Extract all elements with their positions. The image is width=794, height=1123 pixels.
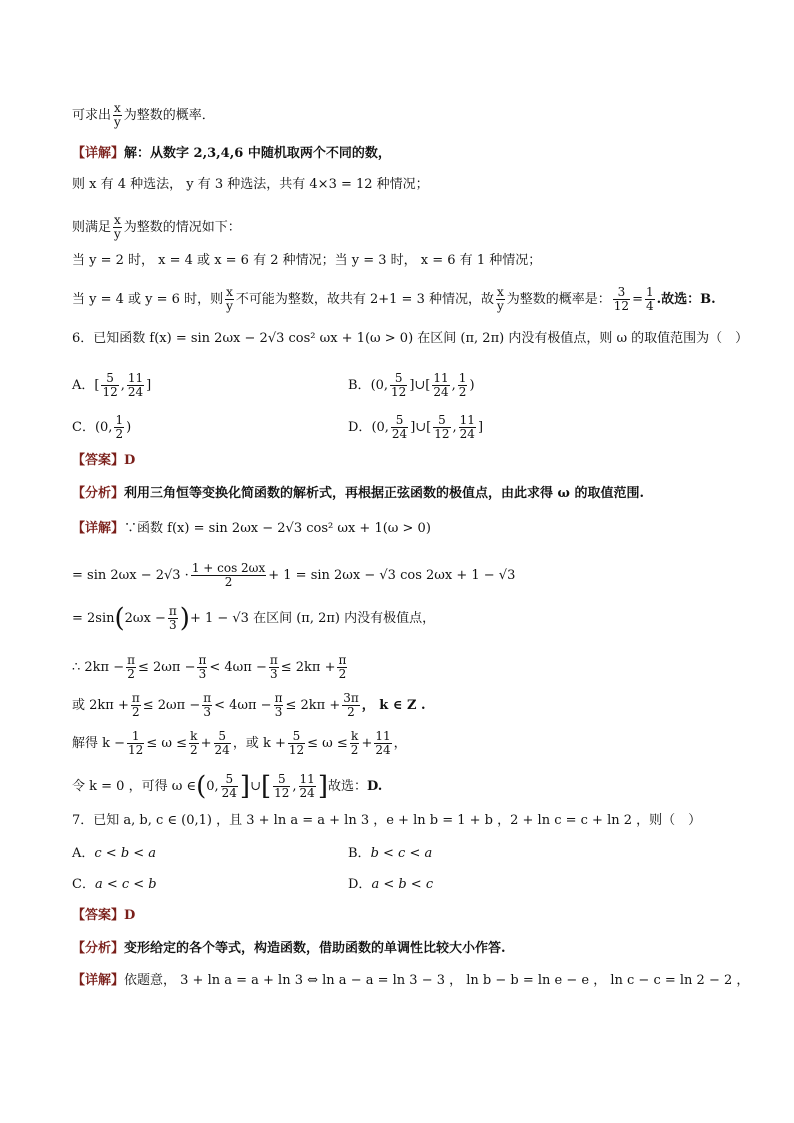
fraction — [458, 372, 468, 399]
text-segment: + 1 = sin 2ωx − √3 cos 2ωx + 1 − √3 — [268, 568, 516, 583]
fraction — [274, 692, 284, 719]
fraction — [269, 654, 279, 681]
fraction-denominator: 24 — [221, 786, 237, 800]
fraction-denominator: 12 — [128, 743, 144, 757]
fraction-numerator: 5 — [433, 414, 450, 428]
text-segment: 解：从数字 2,3,4,6 中随机取两个不同的数， — [124, 146, 391, 161]
q6-analysis — [72, 485, 644, 503]
text-segment: 为整数的概率． — [123, 108, 215, 123]
fraction-denominator: 3 — [203, 705, 211, 719]
fraction-denominator: 24 — [127, 385, 144, 399]
fraction-denominator: 12 — [102, 385, 118, 399]
q6-option-a — [72, 372, 151, 399]
text-segment: 2ωx − — [124, 611, 166, 626]
text-segment: , — [292, 779, 297, 794]
text-segment: 依题意， 3 + ln a = a + ln 3 ⇔ ln a − a = ln 3 − 3 ， ln b − b = ln e − e ， ln c − c = ln 2 − 2 ， — [124, 973, 750, 988]
text-segment: ∪ — [250, 779, 261, 794]
fraction-denominator: 2 — [115, 427, 124, 441]
fraction — [131, 692, 141, 719]
text-segment: 为整数的情况如下： — [123, 220, 241, 235]
text-line — [72, 176, 429, 194]
analysis-tag: 【分析】 — [72, 941, 125, 956]
text-segment: 可求出 — [72, 108, 112, 123]
fraction-denominator: 2 — [131, 705, 140, 719]
fraction — [432, 372, 449, 399]
option-label: D． — [348, 877, 372, 892]
fraction-numerator: 1 + cos 2ωx — [191, 561, 266, 575]
option-text: b < c < a — [370, 846, 433, 861]
fraction — [126, 654, 136, 681]
text-segment: 当 y = 2 时， x = 4 或 x = 6 有 2 种情况；当 y = 3 时， x = 6 有 1 种情况； — [72, 253, 542, 268]
analysis-text: 利用三角恒等变换化简函数的解析式，再根据正弦函数的极值点，由此求得 ω 的取值范围. — [124, 486, 644, 501]
fraction — [168, 605, 178, 632]
fraction — [127, 372, 144, 399]
analysis-text: 变形给定的各个等式，构造函数，借助函数的单调性比较大小作答. — [124, 941, 506, 956]
fraction-denominator: 2 — [127, 667, 135, 681]
fraction-denominator: 2 — [189, 743, 198, 757]
option-text: c < b < a — [94, 846, 157, 861]
q6-option-d — [348, 414, 483, 441]
analysis-tag: 【分析】 — [72, 486, 125, 501]
fraction-numerator: x — [114, 101, 121, 115]
fraction-denominator: 24 — [375, 743, 391, 757]
option-label: C． — [72, 877, 95, 892]
text-segment: 或 2kπ + — [72, 698, 129, 713]
fraction — [391, 414, 408, 441]
text-segment: = — [632, 292, 643, 307]
text-segment: < 4ωπ − — [214, 698, 272, 713]
text-segment: ， k ∈ Z . — [361, 698, 426, 713]
text-segment: 解得 k − — [72, 736, 126, 751]
fraction — [127, 730, 144, 757]
text-line — [72, 102, 215, 129]
text-segment: ≤ ω ≤ — [146, 736, 187, 751]
fraction — [496, 286, 505, 313]
fraction-numerator: k — [190, 729, 198, 743]
fraction-denominator: 12 — [391, 385, 407, 399]
text-segment: ，或 k + — [232, 736, 286, 751]
fraction-denominator: 4 — [645, 299, 654, 313]
text-segment: 7．已知 a, b, c ∈ (0,1) ，且 3 + ln a = a + ln 3 ，e + ln b = 1 + b ，2 + ln c = c + ln 2 ，则（ ） — [72, 813, 702, 828]
fraction — [101, 372, 118, 399]
right-bracket: ] — [239, 771, 251, 802]
answer-tag: 【答案】 — [72, 453, 125, 468]
fraction-numerator: x — [497, 285, 504, 299]
fraction — [613, 286, 630, 313]
text-segment: ∵函数 f(x) = sin 2ωx − 2√3 cos² ωx + 1(ω > 0) — [124, 521, 431, 536]
option-label: B． — [348, 846, 371, 861]
q7-option-c — [72, 876, 157, 894]
text-segment: 则 x 有 4 种选法， y 有 3 种选法，共有 4×3 = 12 种情况； — [72, 177, 429, 192]
text-segment: = sin 2ωx − 2√3 · — [72, 568, 189, 583]
option-text: a < b < c — [371, 877, 434, 892]
fraction-numerator: 1 — [127, 730, 144, 744]
text-segment: 故选： — [327, 779, 367, 794]
fraction-denominator: 2 — [350, 743, 359, 757]
fraction-numerator: 11 — [433, 371, 449, 385]
fraction-numerator: π — [203, 691, 212, 705]
fraction — [221, 773, 238, 800]
fraction — [189, 730, 199, 757]
detail-tag: 【详解】 — [72, 521, 125, 536]
fraction-denominator: 24 — [391, 427, 408, 441]
fraction-numerator: π — [198, 653, 207, 667]
fraction-denominator: 24 — [459, 427, 475, 441]
fraction — [113, 214, 122, 241]
q7-detail-line — [72, 972, 749, 990]
fraction — [288, 730, 305, 757]
fraction-numerator: k — [350, 729, 359, 743]
left-paren: ( — [196, 771, 207, 802]
q6-detail-line — [72, 605, 435, 632]
text-segment: , — [120, 378, 125, 393]
answer-value: D — [124, 908, 136, 923]
fraction-numerator: 1 — [645, 285, 654, 299]
fraction-numerator: 3π — [343, 691, 359, 705]
text-segment: 不可能为整数，故共有 2+1 = 3 种情况，故 — [235, 292, 494, 307]
text-segment: , — [451, 378, 456, 393]
q6-option-c — [72, 414, 131, 441]
fraction-denominator: y — [114, 115, 121, 129]
fraction-denominator: 3 — [269, 667, 278, 681]
fraction-denominator: 2 — [338, 667, 347, 681]
fraction — [390, 372, 407, 399]
text-segment: ≤ 2ωπ − — [142, 698, 201, 713]
fraction-numerator: 5 — [390, 372, 407, 386]
right-bracket: ] — [317, 771, 328, 802]
text-segment: (0, — [94, 420, 113, 435]
fraction-denominator: 3 — [274, 705, 283, 719]
fraction-numerator: π — [274, 691, 283, 705]
text-segment: ) — [469, 378, 475, 393]
text-segment: (0, — [370, 378, 389, 393]
text-line — [72, 214, 241, 241]
text-segment: ]∪[ — [409, 378, 431, 393]
right-paren: ) — [179, 603, 190, 634]
text-segment: [ — [94, 378, 100, 393]
fraction — [374, 730, 391, 757]
text-segment: 则满足 — [72, 220, 112, 235]
option-label: B． — [348, 378, 371, 393]
option-label: A． — [72, 378, 95, 393]
fraction — [337, 654, 347, 681]
fraction-denominator: 3 — [198, 667, 207, 681]
text-segment: + — [200, 736, 212, 751]
fraction — [433, 414, 450, 441]
text-segment: ≤ 2kπ + — [280, 660, 336, 675]
fraction-numerator: 11 — [299, 772, 315, 786]
fraction-numerator: 5 — [273, 773, 290, 787]
fraction-numerator: 11 — [127, 371, 144, 385]
text-segment: < 4ωπ − — [209, 660, 267, 675]
fraction — [225, 286, 234, 313]
fraction-numerator: 1 — [458, 371, 467, 385]
fraction-denominator: 2 — [347, 705, 355, 719]
text-segment: 令 k = 0 ，可得 ω ∈ — [72, 779, 197, 794]
fraction — [342, 692, 360, 719]
text-segment: ] — [146, 378, 152, 393]
detail-tag: 【详解】 — [72, 146, 125, 161]
fraction-numerator: π — [131, 691, 140, 705]
question-7-stem — [72, 812, 701, 830]
fraction-numerator: π — [269, 653, 278, 667]
fraction-numerator: 11 — [375, 729, 391, 743]
fraction-denominator: 24 — [433, 385, 449, 399]
text-segment: 当 y = 4 或 y = 6 时，则 — [72, 292, 224, 307]
q7-option-b — [348, 845, 432, 863]
text-segment: 6．已知函数 f(x) = sin 2ωx − 2√3 cos² ωx + 1(ω > 0) 在区间 (π, 2π) 内没有极值点，则 ω 的取值范围为（ ） — [72, 331, 749, 346]
text-segment: ≤ 2ωπ − — [138, 660, 196, 675]
fraction-denominator: 12 — [613, 299, 630, 313]
q7-analysis — [72, 940, 506, 958]
fraction-numerator: 5 — [101, 372, 118, 386]
fraction-denominator: y — [114, 227, 121, 241]
q7-option-d — [348, 876, 433, 894]
fraction-denominator: 12 — [434, 427, 450, 441]
text-segment: ] — [477, 420, 484, 435]
option-label: D． — [348, 420, 372, 435]
text-segment: + — [361, 736, 373, 751]
text-segment: 为整数的概率是： — [506, 292, 611, 307]
fraction — [191, 562, 266, 589]
fraction — [114, 414, 124, 441]
left-paren: ( — [114, 603, 125, 634]
q6-detail-line — [72, 692, 426, 719]
option-text: a < c < b — [94, 877, 157, 892]
q7-option-a — [72, 845, 156, 863]
text-segment: ≤ ω ≤ — [307, 736, 348, 751]
q6-detail-line — [72, 654, 349, 681]
left-bracket: [ — [260, 771, 272, 802]
fraction-numerator: 1 — [115, 413, 124, 427]
q6-detail-line — [72, 773, 382, 800]
fraction-denominator: 2 — [224, 575, 233, 589]
fraction — [197, 654, 207, 681]
fraction — [459, 414, 476, 441]
text-segment: ) — [126, 420, 132, 435]
detail-tag: 【详解】 — [72, 973, 125, 988]
fraction-numerator: 5 — [391, 414, 408, 428]
option-label: A． — [72, 846, 95, 861]
answer-tag: 【答案】 — [72, 908, 125, 923]
text-segment: ]∪[ — [410, 420, 432, 435]
fraction-numerator: 11 — [459, 413, 475, 427]
fraction-numerator: π — [168, 604, 177, 618]
text-segment: 0, — [206, 779, 219, 794]
fraction — [350, 730, 360, 757]
text-line — [72, 145, 391, 163]
text-segment: D. — [367, 779, 383, 794]
text-segment: (0, — [371, 420, 389, 435]
fraction-denominator: 2 — [458, 385, 467, 399]
fraction-numerator: 5 — [221, 773, 238, 787]
text-segment: ， — [393, 736, 407, 751]
q6-detail-line — [72, 520, 431, 538]
fraction — [214, 730, 231, 757]
text-segment: ∴ 2kπ − — [72, 660, 125, 675]
fraction — [202, 692, 212, 719]
fraction-numerator: π — [127, 653, 136, 667]
fraction-numerator: 3 — [613, 286, 630, 300]
q6-answer — [72, 452, 135, 470]
answer-value: D — [124, 453, 136, 468]
text-segment: ≤ 2kπ + — [285, 698, 341, 713]
fraction-denominator: 24 — [214, 743, 230, 757]
q6-option-b — [348, 372, 475, 399]
fraction-numerator: π — [338, 653, 347, 667]
text-line — [72, 252, 541, 270]
text-segment: , — [452, 420, 457, 435]
text-segment: = 2sin — [72, 611, 115, 626]
fraction-numerator: x — [114, 213, 121, 227]
q6-detail-line — [72, 730, 407, 757]
fraction-denominator: 12 — [288, 743, 305, 757]
fraction — [273, 773, 290, 800]
fraction — [113, 102, 122, 129]
fraction-denominator: 3 — [169, 618, 177, 632]
fraction-denominator: y — [497, 299, 504, 313]
fraction — [645, 286, 655, 313]
fraction-numerator: x — [226, 285, 233, 299]
fraction-denominator: y — [226, 299, 233, 313]
q7-answer — [72, 907, 135, 925]
fraction — [299, 773, 316, 800]
text-segment: + 1 − √3 在区间 (π, 2π) 内没有极值点， — [189, 611, 436, 626]
fraction-numerator: 5 — [214, 730, 231, 744]
question-6-stem — [72, 330, 748, 348]
fraction-denominator: 12 — [274, 786, 290, 800]
option-label: C． — [72, 420, 95, 435]
fraction-denominator: 24 — [299, 786, 315, 800]
text-line — [72, 286, 716, 313]
text-segment: .故选：B. — [656, 292, 716, 307]
q6-detail-line — [72, 562, 515, 589]
fraction-numerator: 5 — [288, 730, 305, 744]
